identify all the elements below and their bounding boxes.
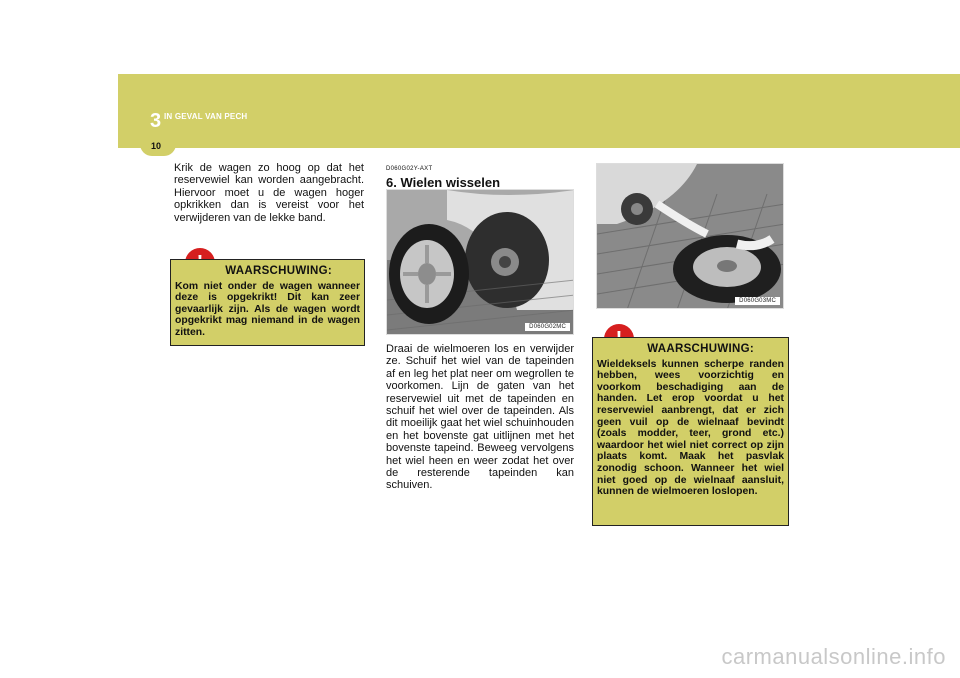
hub-illustration [597,164,784,309]
header-band [118,74,960,148]
photo-label: D060G02MC [525,323,570,331]
warning-title: WAARSCHUWING: [647,343,754,355]
chapter-title: IN GEVAL VAN PECH [164,112,248,121]
photo-wheel-removal [386,189,574,335]
chapter-number: 3 [150,110,162,132]
warning-text: Wieldeksels kunnen scherpe randen hebben, wees voorzichtig en voorkom beschadiging aan de handen. Let erop voordat u het reservewiel aanbrengt, dat er zich geen vuil op de wielnaaf bevindt (zoals modder, teer, grond etc.) waardoor het wiel niet correct op zijn plaats komt. Maak het pasvlak zonodig schoon. Wanneer het wiel niet goed op de wielnaaf aansluit, kunnen de wielmoeren loslopen. [597,358,784,498]
warning-title: WAARSCHUWING: [225,265,332,277]
photo-wheel-hub-cleaning [596,163,784,309]
wheel-illustration [387,190,574,335]
watermark: carmanualsonline.info [721,644,946,669]
middle-column-body [386,343,574,492]
page-number: 10 [151,141,162,151]
section-code: D060G02Y-AXT [386,166,433,172]
left-column [174,162,364,224]
photo-label: D060G03MC [735,297,780,305]
section-title: 6. Wielen wisselen [386,175,501,191]
warning-text: Kom niet onder de wagen wanneer deze is opgekrikt! Dit kan zeer gevaarlijk zijn. Als de wagen wordt opgekrikt mag niemand in de wagen zitten. [175,280,360,338]
middle-paragraph: Draai de wielmoeren los en verwijder ze. Schuif het wiel van de tapeinden af en leg het plat neer om wegrollen te voorkomen. Lijn de gaten van het reservewiel uit met de tapeinden en schuif het wiel over de tapeinden. Als dit moeilijk gaat het wiel schuinhouden en het bovenste gat uitlijnen met het bovenste tapeind. Beweeg vervolgens het wiel heen en weer zodat het over de resterende tapeinden kan schuiven. [386,343,574,492]
left-paragraph: Krik de wagen zo hoog op dat het reservewiel kan worden aangebracht. Hiervoor moet u de wagen hoger opkrikken dan is vereist voor het verwijderen van de lekke band. [174,162,364,224]
warning-box-right [592,337,789,526]
warning-box-left [170,259,365,346]
